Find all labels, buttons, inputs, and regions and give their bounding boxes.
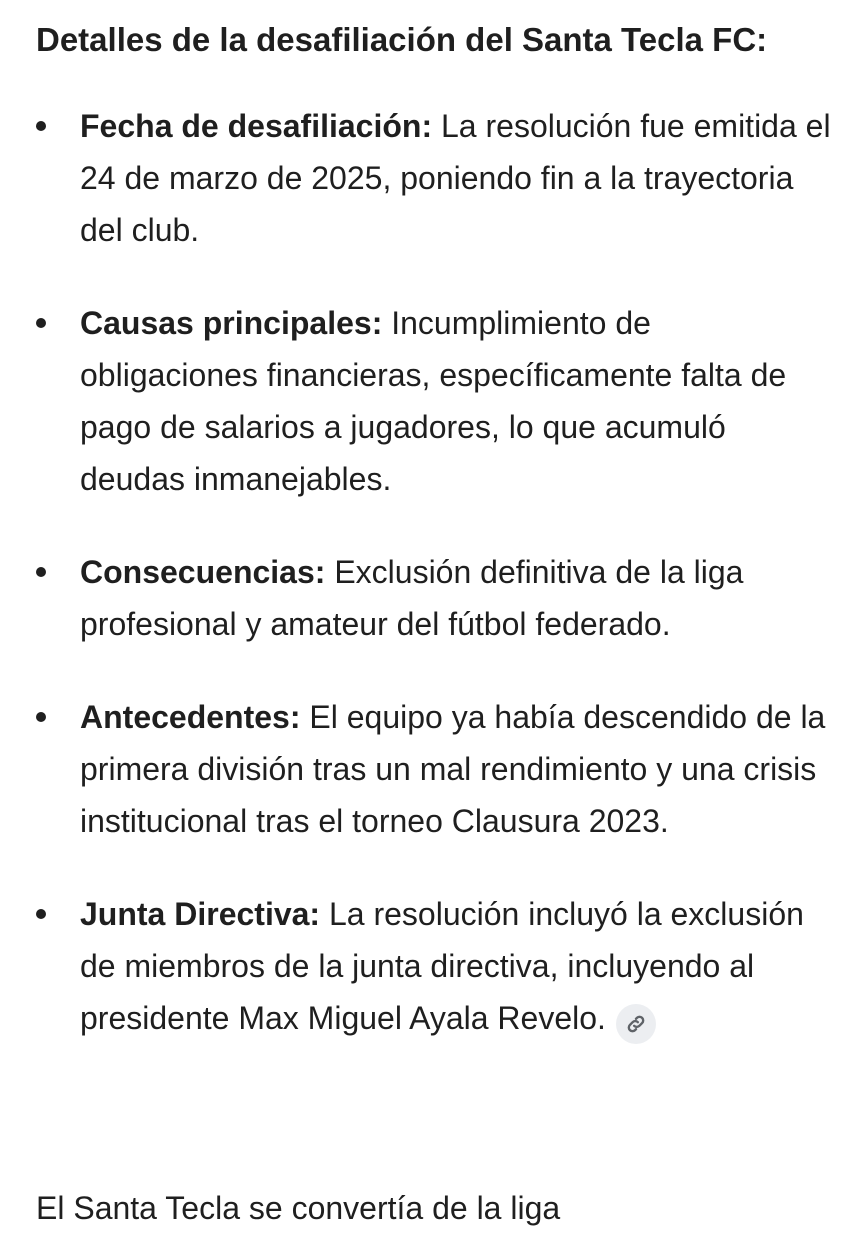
- item-term: Fecha de desafiliación:: [80, 108, 433, 144]
- item-text: Incumplimiento de obligaciones financieras, específicamente falta de pago de salarios a jugadores, lo que acumuló deudas inmanejables.: [80, 305, 787, 497]
- item-text: La resolución fue emitida el 24 de marzo de 2025, poniendo fin a la trayectoria del club.: [80, 108, 831, 248]
- bullet-icon: [36, 318, 46, 328]
- details-list: [36, 100, 836, 1044]
- section-heading: Detalles de la desafiliación del Santa Tecla FC:: [36, 21, 768, 58]
- link-icon: [625, 1013, 647, 1035]
- bullet-icon: [36, 567, 46, 577]
- bullet-icon: [36, 121, 46, 131]
- item-term: Consecuencias:: [80, 554, 326, 590]
- item-text: Exclusión definitiva de la liga profesional y amateur del fútbol federado.: [80, 554, 744, 642]
- list-item-consecuencias: [36, 546, 836, 650]
- bullet-icon: [36, 909, 46, 919]
- response-content: [36, 14, 836, 1085]
- item-text: El equipo ya había descendido de la primera división tras un mal rendimiento y una crisis institucional tras el torneo Clausura 2023.: [80, 699, 826, 839]
- item-text: La resolución incluyó la exclusión de miembros de la junta directiva, incluyendo al presidente Max Miguel Ayala Revelo.: [80, 896, 804, 1036]
- list-item-causas: [36, 297, 836, 505]
- item-term: Junta Directiva:: [80, 896, 321, 932]
- list-item-antecedentes: [36, 691, 836, 847]
- item-term: Antecedentes:: [80, 699, 301, 735]
- bullet-icon: [36, 712, 46, 722]
- list-item-fecha: [36, 100, 836, 256]
- source-link-button[interactable]: [616, 1004, 656, 1044]
- item-term: Causas principales:: [80, 305, 383, 341]
- cutoff-paragraph: El Santa Tecla se convertía de la liga: [36, 1190, 561, 1226]
- list-item-junta: [36, 888, 836, 1044]
